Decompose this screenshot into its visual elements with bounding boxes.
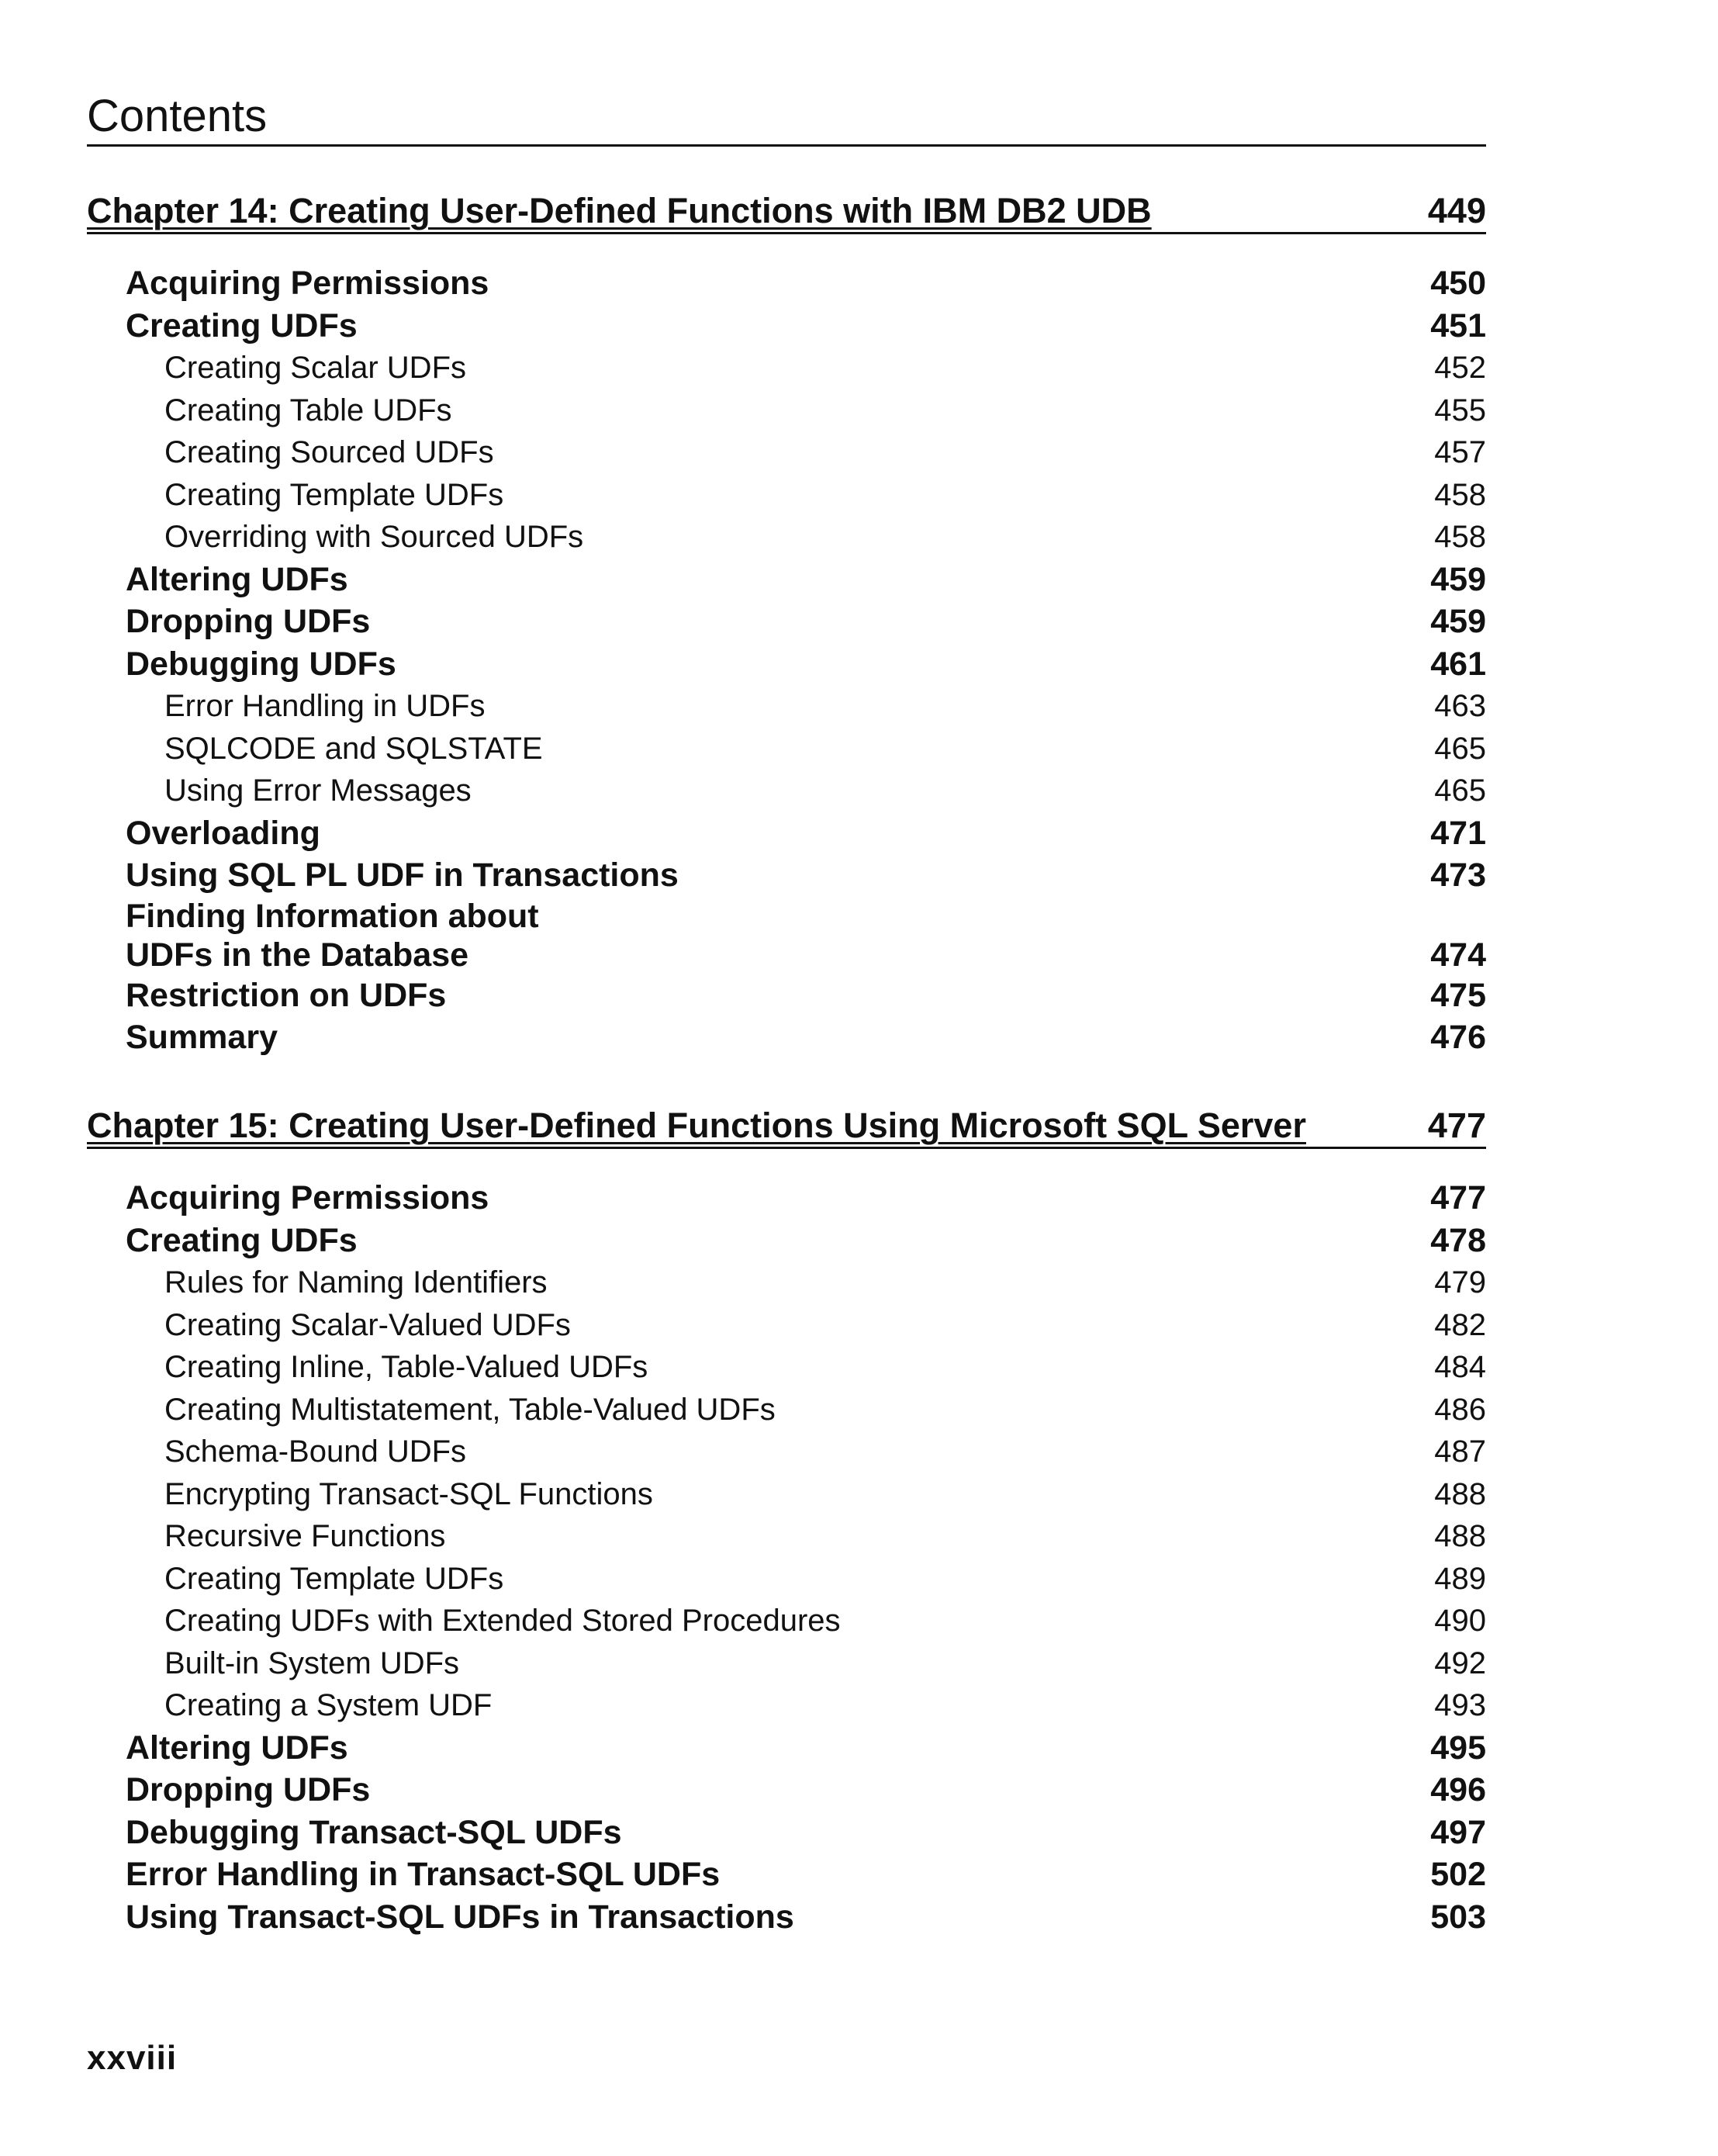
toc-entry[interactable] — [87, 1896, 1486, 1939]
toc-entry-label-line1: Finding Information about — [126, 897, 539, 935]
toc-entry[interactable] — [87, 854, 1486, 897]
toc-entry-page: 475 — [1430, 976, 1486, 1014]
toc-subentry-page: 465 — [1434, 773, 1486, 808]
toc-entry-label: Dropping UDFs — [126, 603, 371, 640]
toc-subentry-label: Creating Table UDFs — [164, 393, 452, 427]
chapter-page: 477 — [1427, 1106, 1486, 1145]
toc-entry-label: Creating UDFs — [126, 1221, 358, 1259]
toc-entry-label: Error Handling in Transact-SQL UDFs — [126, 1856, 721, 1893]
toc-subentry[interactable] — [87, 1261, 1486, 1304]
page-header-title: Contents — [87, 93, 1486, 147]
toc-entry[interactable] — [87, 1177, 1486, 1220]
toc-subentry-page: 487 — [1434, 1434, 1486, 1469]
toc-subentry-page: 486 — [1434, 1392, 1486, 1427]
toc-subentry-label: Rules for Naming Identifiers — [164, 1265, 548, 1299]
toc-subentry-label: Creating Scalar UDFs — [164, 351, 467, 385]
toc-entry-label: Altering UDFs — [126, 560, 348, 598]
toc-entry[interactable] — [87, 1727, 1486, 1770]
toc-entry-label: Acquiring Permissions — [126, 265, 489, 302]
toc-entry-label: Summary — [126, 1019, 278, 1056]
toc-entry-page: 496 — [1430, 1771, 1486, 1808]
toc-subentry-label: Creating Template UDFs — [164, 1561, 504, 1596]
toc-subentry[interactable] — [87, 516, 1486, 559]
toc-entry-page: 459 — [1430, 560, 1486, 598]
toc-subentry[interactable] — [87, 1642, 1486, 1685]
chapter-heading[interactable] — [87, 190, 1486, 234]
toc-entry-page: 477 — [1430, 1179, 1486, 1216]
toc-entry[interactable] — [87, 1769, 1486, 1812]
toc-entry-label — [126, 897, 539, 974]
toc-entry-label-line2: UDFs in the Database — [126, 936, 469, 974]
toc-subentry[interactable] — [87, 1558, 1486, 1601]
toc-subentry[interactable] — [87, 1389, 1486, 1431]
toc-subentry-page: 488 — [1434, 1519, 1486, 1553]
toc-subentry-label: Creating Sourced UDFs — [164, 435, 494, 469]
toc-entry-page: 476 — [1430, 1019, 1486, 1056]
chapter-title: Chapter 14: Creating User-Defined Functions with IBM DB2 UDB — [87, 191, 1152, 230]
toc-entry-page: 459 — [1430, 603, 1486, 640]
toc-subentry[interactable] — [87, 1515, 1486, 1558]
toc-entry-page: 503 — [1430, 1898, 1486, 1936]
toc-subentry-label: Creating Template UDFs — [164, 477, 504, 512]
toc-subentry-page: 458 — [1434, 520, 1486, 554]
toc-entry[interactable] — [87, 305, 1486, 348]
toc-subentry[interactable] — [87, 1473, 1486, 1516]
toc-subentry-label: Using Error Messages — [164, 773, 472, 808]
toc-subentry-label: SQLCODE and SQLSTATE — [164, 731, 543, 766]
toc-entry[interactable] — [87, 1220, 1486, 1262]
toc-subentry-label: Error Handling in UDFs — [164, 689, 486, 723]
toc-entry-label: Using Transact-SQL UDFs in Transactions — [126, 1898, 794, 1936]
toc-entry-label: Debugging UDFs — [126, 645, 396, 683]
chapter-heading[interactable] — [87, 1105, 1486, 1149]
chapter-title: Chapter 15: Creating User-Defined Functions Using Microsoft SQL Server — [87, 1106, 1306, 1145]
toc-subentry[interactable] — [87, 389, 1486, 432]
toc-entry-page: 451 — [1430, 306, 1486, 344]
toc-subentry-label: Overriding with Sourced UDFs — [164, 520, 584, 554]
toc-subentry-label: Built-in System UDFs — [164, 1646, 460, 1680]
toc-subentry[interactable] — [87, 1346, 1486, 1389]
toc-subentry[interactable] — [87, 1304, 1486, 1347]
toc-entry-page: 473 — [1430, 857, 1486, 894]
toc-entry-page: 474 — [1430, 936, 1486, 974]
toc-subentry-page: 482 — [1434, 1307, 1486, 1342]
toc-entry-label: Creating UDFs — [126, 306, 358, 344]
toc-entry[interactable] — [87, 600, 1486, 643]
toc-subentry[interactable] — [87, 728, 1486, 770]
toc-subentry[interactable] — [87, 1600, 1486, 1642]
toc-subentry-page: 452 — [1434, 351, 1486, 385]
toc-subentry[interactable] — [87, 1431, 1486, 1473]
toc-subentry[interactable] — [87, 685, 1486, 728]
toc-subentry-page: 484 — [1434, 1350, 1486, 1384]
toc-entry-label: Altering UDFs — [126, 1729, 348, 1767]
toc-entry-page: 495 — [1430, 1729, 1486, 1767]
toc-entry[interactable] — [87, 897, 1486, 974]
toc-subentry-page: 488 — [1434, 1476, 1486, 1511]
toc-subentry[interactable] — [87, 770, 1486, 812]
toc-subentry-label: Recursive Functions — [164, 1519, 446, 1553]
toc-entry-page: 461 — [1430, 645, 1486, 683]
toc-entry-label: Acquiring Permissions — [126, 1179, 489, 1216]
chapter-15-entries — [87, 1177, 1486, 1938]
toc-entry[interactable] — [87, 643, 1486, 686]
toc-subentry-page: 493 — [1434, 1688, 1486, 1722]
toc-subentry-page: 465 — [1434, 731, 1486, 766]
toc-entry[interactable] — [87, 812, 1486, 855]
toc-subentry-label: Encrypting Transact-SQL Functions — [164, 1476, 653, 1511]
toc-subentry-page: 489 — [1434, 1561, 1486, 1596]
toc-subentry-page: 492 — [1434, 1646, 1486, 1680]
toc-entry[interactable] — [87, 974, 1486, 1017]
toc-entry-label: Debugging Transact-SQL UDFs — [126, 1813, 622, 1851]
toc-subentry-page: 479 — [1434, 1265, 1486, 1299]
toc-subentry-page: 458 — [1434, 477, 1486, 512]
toc-subentry-label: Creating Multistatement, Table-Valued UDFs — [164, 1392, 776, 1427]
toc-entry-label: Dropping UDFs — [126, 1771, 371, 1808]
toc-subentry[interactable] — [87, 431, 1486, 474]
toc-subentry-label: Schema-Bound UDFs — [164, 1434, 467, 1469]
toc-entry-page: 478 — [1430, 1221, 1486, 1259]
toc-entry-page: 471 — [1430, 814, 1486, 852]
toc-entry[interactable] — [87, 559, 1486, 601]
toc-subentry-label: Creating UDFs with Extended Stored Procedures — [164, 1604, 841, 1638]
toc-subentry-page: 490 — [1434, 1604, 1486, 1638]
toc-subentry-label: Creating Inline, Table-Valued UDFs — [164, 1350, 648, 1384]
toc-subentry[interactable] — [87, 347, 1486, 389]
toc-subentry-label: Creating a System UDF — [164, 1688, 493, 1722]
toc-entry-page: 497 — [1430, 1813, 1486, 1851]
toc-entry-label: Restriction on UDFs — [126, 976, 447, 1014]
toc-entry-label: Using SQL PL UDF in Transactions — [126, 857, 679, 894]
toc-entry[interactable] — [87, 1853, 1486, 1896]
toc-subentry-page: 455 — [1434, 393, 1486, 427]
toc-entry[interactable] — [87, 1016, 1486, 1059]
chapter-page: 449 — [1427, 191, 1486, 230]
toc-subentry-label: Creating Scalar-Valued UDFs — [164, 1307, 571, 1342]
toc-entry[interactable] — [87, 262, 1486, 305]
toc-subentry[interactable] — [87, 474, 1486, 517]
toc-entry-page: 450 — [1430, 265, 1486, 302]
chapter-14-entries — [87, 262, 1486, 1059]
toc-subentry-page: 457 — [1434, 435, 1486, 469]
toc-subentry-page: 463 — [1434, 689, 1486, 723]
toc-entry-label: Overloading — [126, 814, 320, 852]
folio-page-number: xxviii — [87, 2039, 178, 2077]
toc-subentry[interactable] — [87, 1684, 1486, 1727]
toc-entry-page: 502 — [1430, 1856, 1486, 1893]
toc-entry[interactable] — [87, 1812, 1486, 1854]
